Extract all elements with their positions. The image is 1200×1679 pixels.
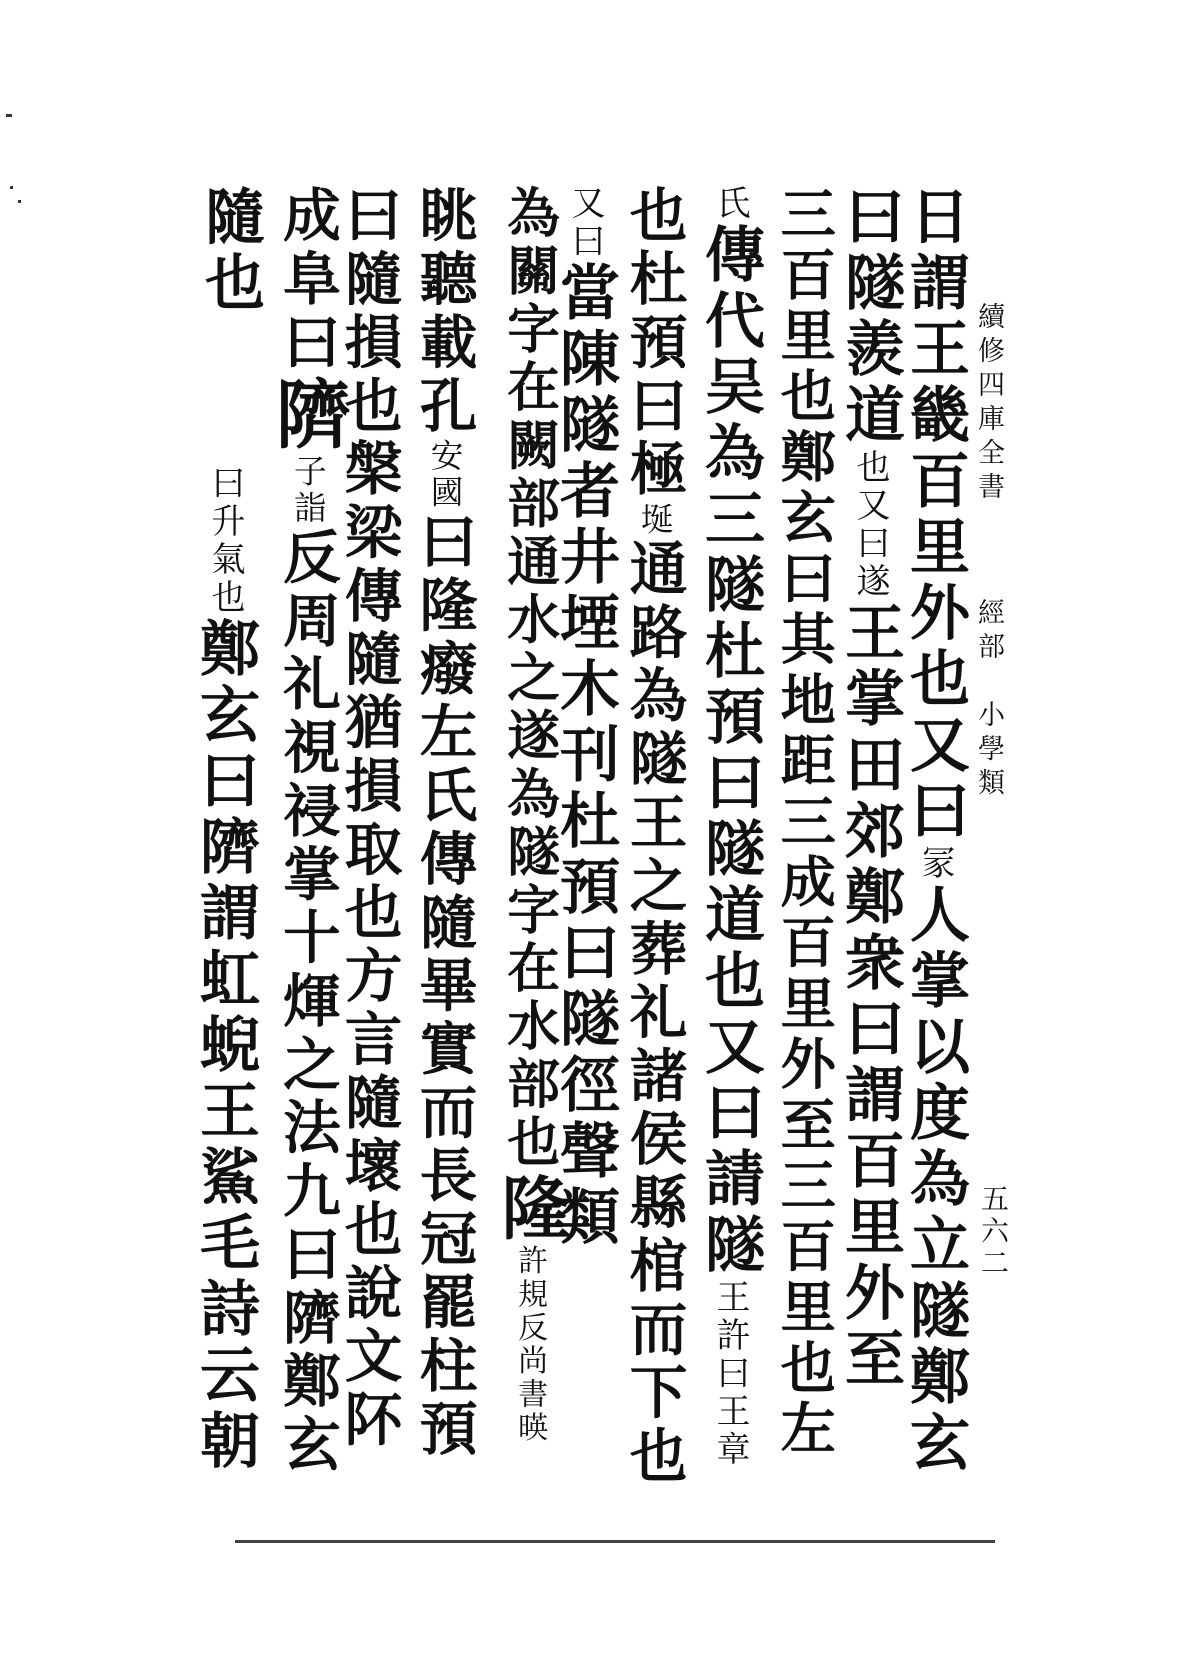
text-column — [770, 185, 836, 1461]
text-column — [620, 185, 689, 1489]
annotation-text: 也又曰遂 — [850, 449, 890, 601]
main-text: 當陳隧者井堙木刊杜預曰隧徑聲類 — [550, 261, 620, 1251]
main-text: 眺聽載孔 — [410, 185, 479, 439]
text-column — [695, 185, 765, 1469]
margin-speck — [10, 186, 13, 189]
text-column — [550, 185, 620, 1251]
text-column — [489, 185, 570, 1446]
text-column — [263, 185, 352, 1478]
main-text: 隨也 — [195, 185, 265, 317]
main-text: 通路為隧王之葬礼諸侯縣棺而下也 — [620, 538, 689, 1489]
page-number: 五六二 — [977, 1184, 1010, 1280]
annotation-text: 氏 — [710, 185, 750, 223]
main-text: 人掌以度為立隧鄭玄 — [900, 883, 970, 1477]
annotation-text: 子詣 — [288, 453, 327, 527]
text-column — [195, 185, 265, 317]
main-text: 為關字在闕部通水之遂為隧字在水部也 — [498, 185, 561, 1173]
main-text: 曰隧羨道 — [835, 185, 905, 449]
main-text: 也杜預曰極 — [620, 185, 689, 502]
book-title: 續修四庫全書 — [973, 302, 1004, 506]
main-text: 成阜曰 — [273, 185, 342, 376]
main-text: 傳代吴為三隧杜預曰隧道也又曰請隧 — [695, 223, 765, 1279]
annotation-text: 曰升氣也 — [205, 465, 245, 617]
headword: 隮 — [263, 375, 352, 454]
text-column — [410, 185, 479, 1462]
main-text: 反周礼視祲掌十煇之法九曰隮鄭玄 — [273, 526, 342, 1478]
text-column — [835, 185, 905, 1393]
main-text: 王掌田郊鄭衆曰謂百里外至 — [835, 601, 905, 1393]
annotation-text: 冡 — [915, 845, 955, 883]
annotation-text: 安國 — [425, 438, 464, 512]
text-column — [900, 185, 970, 1477]
margin-speck — [6, 114, 12, 117]
main-text: 鄭玄曰隮謂虹蜺王鯊毛詩云朝 — [190, 617, 260, 1475]
annotation-text: 埏 — [635, 501, 674, 539]
main-text: 曰隨損也槃梁傳隨猶損取也方言隨壞也說文阫 — [335, 185, 404, 1453]
text-column — [190, 465, 260, 1475]
annotation-text: 許規反尚書暎 — [512, 1244, 548, 1446]
margin-speck — [18, 200, 21, 203]
bottom-rule — [235, 1540, 995, 1543]
main-text: 日謂王畿百里外也又曰 — [900, 185, 970, 845]
annotation-text: 王許曰王章 — [710, 1279, 750, 1469]
annotation-text: 又曰 — [565, 185, 605, 261]
headword: 隆 — [489, 1172, 570, 1245]
main-text: 三百里也鄭玄曰其地距三成百里外至三百里也左 — [770, 185, 836, 1461]
section-label: 經部 小學類 — [973, 598, 1004, 802]
main-text: 曰隆癈左氏傳隨畢實而長冠罷柱預 — [410, 511, 479, 1462]
